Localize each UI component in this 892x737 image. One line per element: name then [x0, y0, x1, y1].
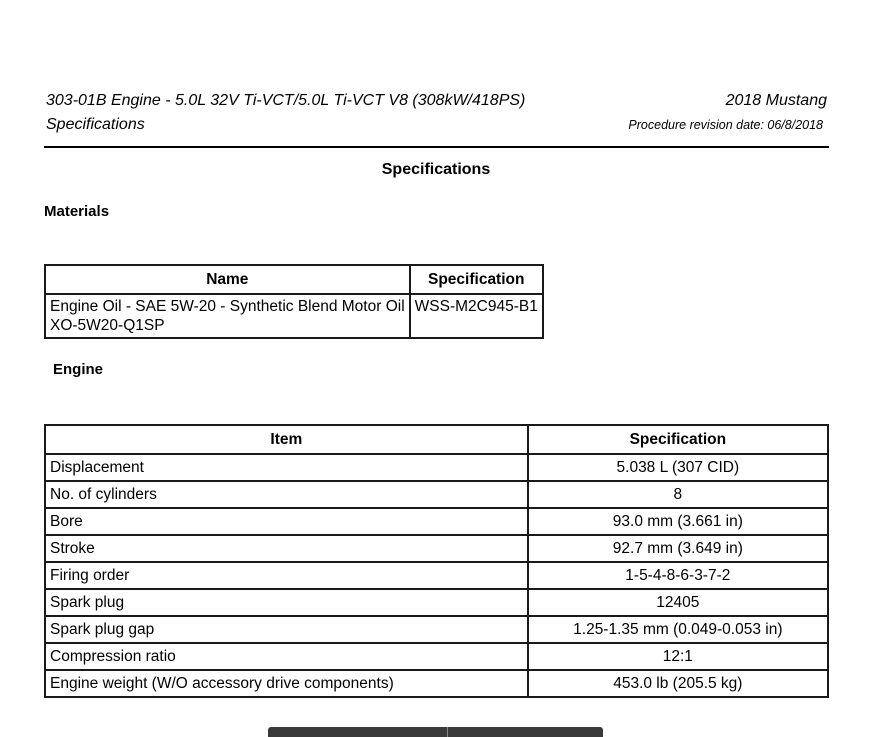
- table-row: [45, 508, 828, 535]
- item-cell: Bore: [45, 508, 528, 535]
- materials-heading: Materials: [44, 203, 110, 220]
- table-row: [45, 643, 828, 670]
- spec-cell: 12:1: [528, 643, 828, 670]
- material-name-line1: Engine Oil - SAE 5W-20 - Synthetic Blend Motor Oil: [50, 298, 405, 315]
- spec-cell: 93.0 mm (3.661 in): [528, 508, 828, 535]
- spec-cell: 453.0 lb (205.5 kg): [528, 670, 828, 697]
- table-row: [45, 535, 828, 562]
- item-cell: Compression ratio: [45, 643, 528, 670]
- item-cell: Spark plug: [45, 589, 528, 616]
- item-cell: No. of cylinders: [45, 481, 528, 508]
- table-row: [45, 294, 543, 338]
- revision-date: Procedure revision date: 06/8/2018: [628, 118, 823, 132]
- table-row: [45, 616, 828, 643]
- spec-cell: 8: [528, 481, 828, 508]
- toolbar-divider: [447, 727, 448, 737]
- spec-cell: 12405: [528, 589, 828, 616]
- table-row: [45, 562, 828, 589]
- procedure-subtitle: Specifications: [46, 116, 145, 133]
- table-row: [45, 454, 828, 481]
- item-cell: Displacement: [45, 454, 528, 481]
- materials-table: [44, 264, 544, 339]
- table-row: [45, 589, 828, 616]
- table-row: [45, 481, 828, 508]
- engine-spec-table: [44, 424, 829, 698]
- table-row: [45, 670, 828, 697]
- viewer-toolbar[interactable]: [268, 727, 603, 737]
- item-cell: Engine weight (W/O accessory drive components): [45, 670, 528, 697]
- column-header-item: Item: [45, 425, 528, 454]
- item-cell: Stroke: [45, 535, 528, 562]
- spec-cell: 5.038 L (307 CID): [528, 454, 828, 481]
- column-header-name: Name: [45, 265, 410, 294]
- page-title: Specifications: [381, 161, 491, 178]
- material-spec-cell: WSS-M2C945-B1: [410, 294, 543, 338]
- material-name-cell: [45, 294, 410, 338]
- header-divider: [44, 146, 829, 148]
- spec-cell: 1-5-4-8-6-3-7-2: [528, 562, 828, 589]
- spec-cell: 92.7 mm (3.649 in): [528, 535, 828, 562]
- table-header-row: [45, 425, 828, 454]
- column-header-specification: Specification: [410, 265, 543, 294]
- item-cell: Firing order: [45, 562, 528, 589]
- material-name-line2: XO-5W20-Q1SP: [50, 317, 165, 334]
- item-cell: Spark plug gap: [45, 616, 528, 643]
- procedure-title: 303-01B Engine - 5.0L 32V Ti-VCT/5.0L Ti-VCT V8 (308kW/418PS): [46, 92, 526, 109]
- spec-cell: 1.25-1.35 mm (0.049-0.053 in): [528, 616, 828, 643]
- vehicle-model: 2018 Mustang: [725, 92, 827, 109]
- table-header-row: [45, 265, 543, 294]
- engine-heading: Engine: [53, 361, 104, 378]
- column-header-specification: Specification: [528, 425, 828, 454]
